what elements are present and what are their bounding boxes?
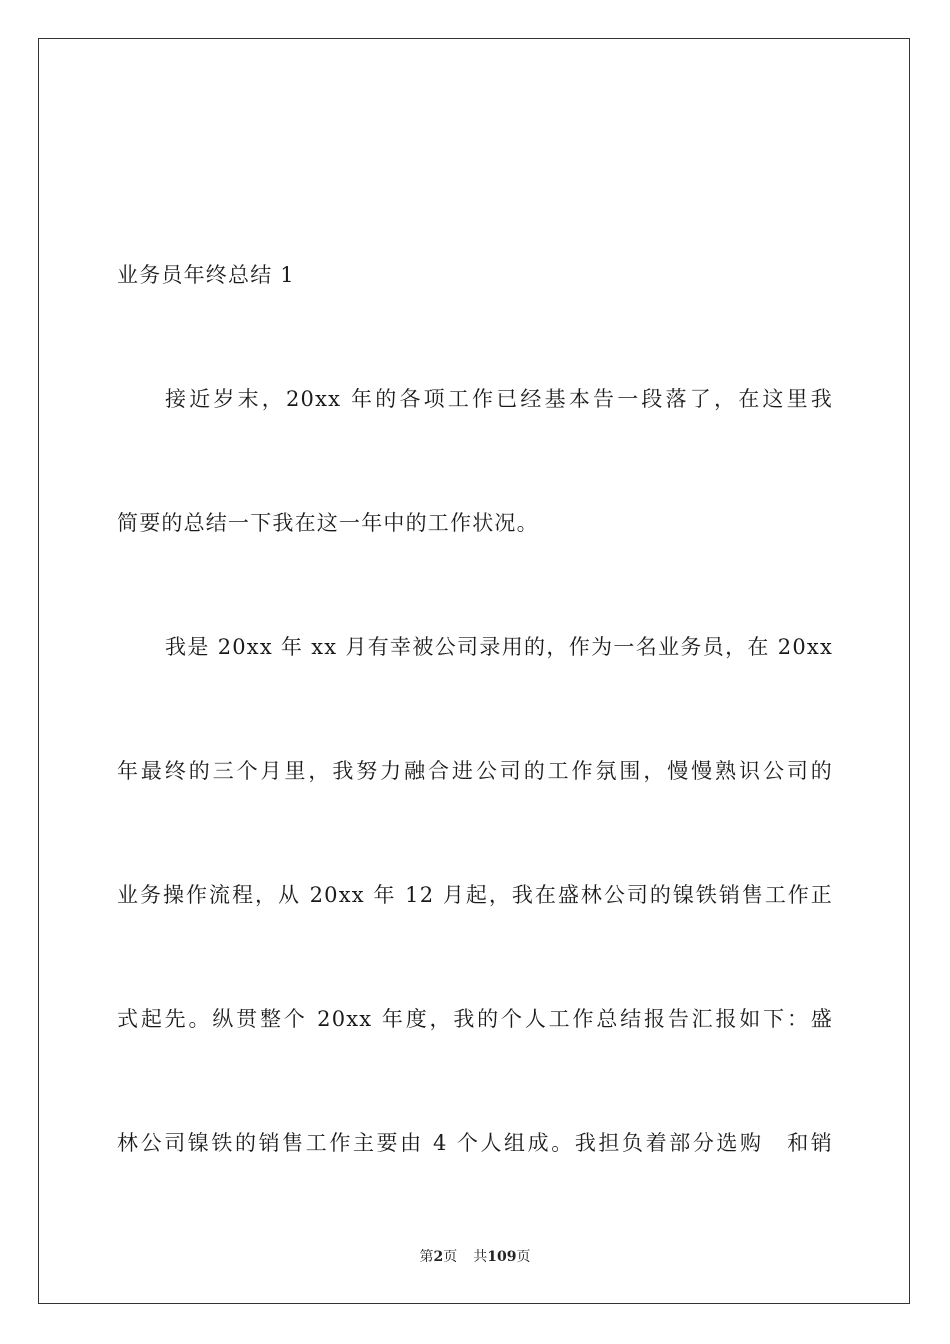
paragraph-line: 简要的总结一下我在这一年中的工作状况。 xyxy=(117,511,539,535)
paragraph-line: 林公司镍铁的销售工作主要由 4 个人组成。我担负着部分选购 和销 xyxy=(117,1131,833,1155)
paragraph-line: 接近岁末，20xx 年的各项工作已经基本告一段落了，在这里我 xyxy=(165,387,833,411)
total-suffix: 页 xyxy=(516,1249,531,1265)
paragraph-line: 业务操作流程，从 20xx 年 12 月起，我在盛林公司的镍铁销售工作正 xyxy=(117,883,833,907)
page-prefix: 第 xyxy=(419,1249,434,1265)
page-footer xyxy=(0,1248,950,1266)
paragraph-line: 我是 20xx 年 xx 月有幸被公司录用的，作为一名业务员，在 20xx xyxy=(165,635,833,659)
document-heading: 业务员年终总结 1 xyxy=(117,263,295,287)
paragraph-line: 式起先。纵贯整个 20xx 年度，我的个人工作总结报告汇报如下：盛 xyxy=(117,1007,833,1031)
paragraph-line: 年最终的三个月里，我努力融合进公司的工作氛围，慢慢熟识公司的 xyxy=(117,759,833,783)
total-pages: 109 xyxy=(487,1249,517,1265)
page-number: 2 xyxy=(433,1249,444,1265)
total-prefix: 共 xyxy=(473,1249,488,1265)
page-border xyxy=(38,38,910,1304)
page-suffix: 页 xyxy=(443,1249,458,1265)
